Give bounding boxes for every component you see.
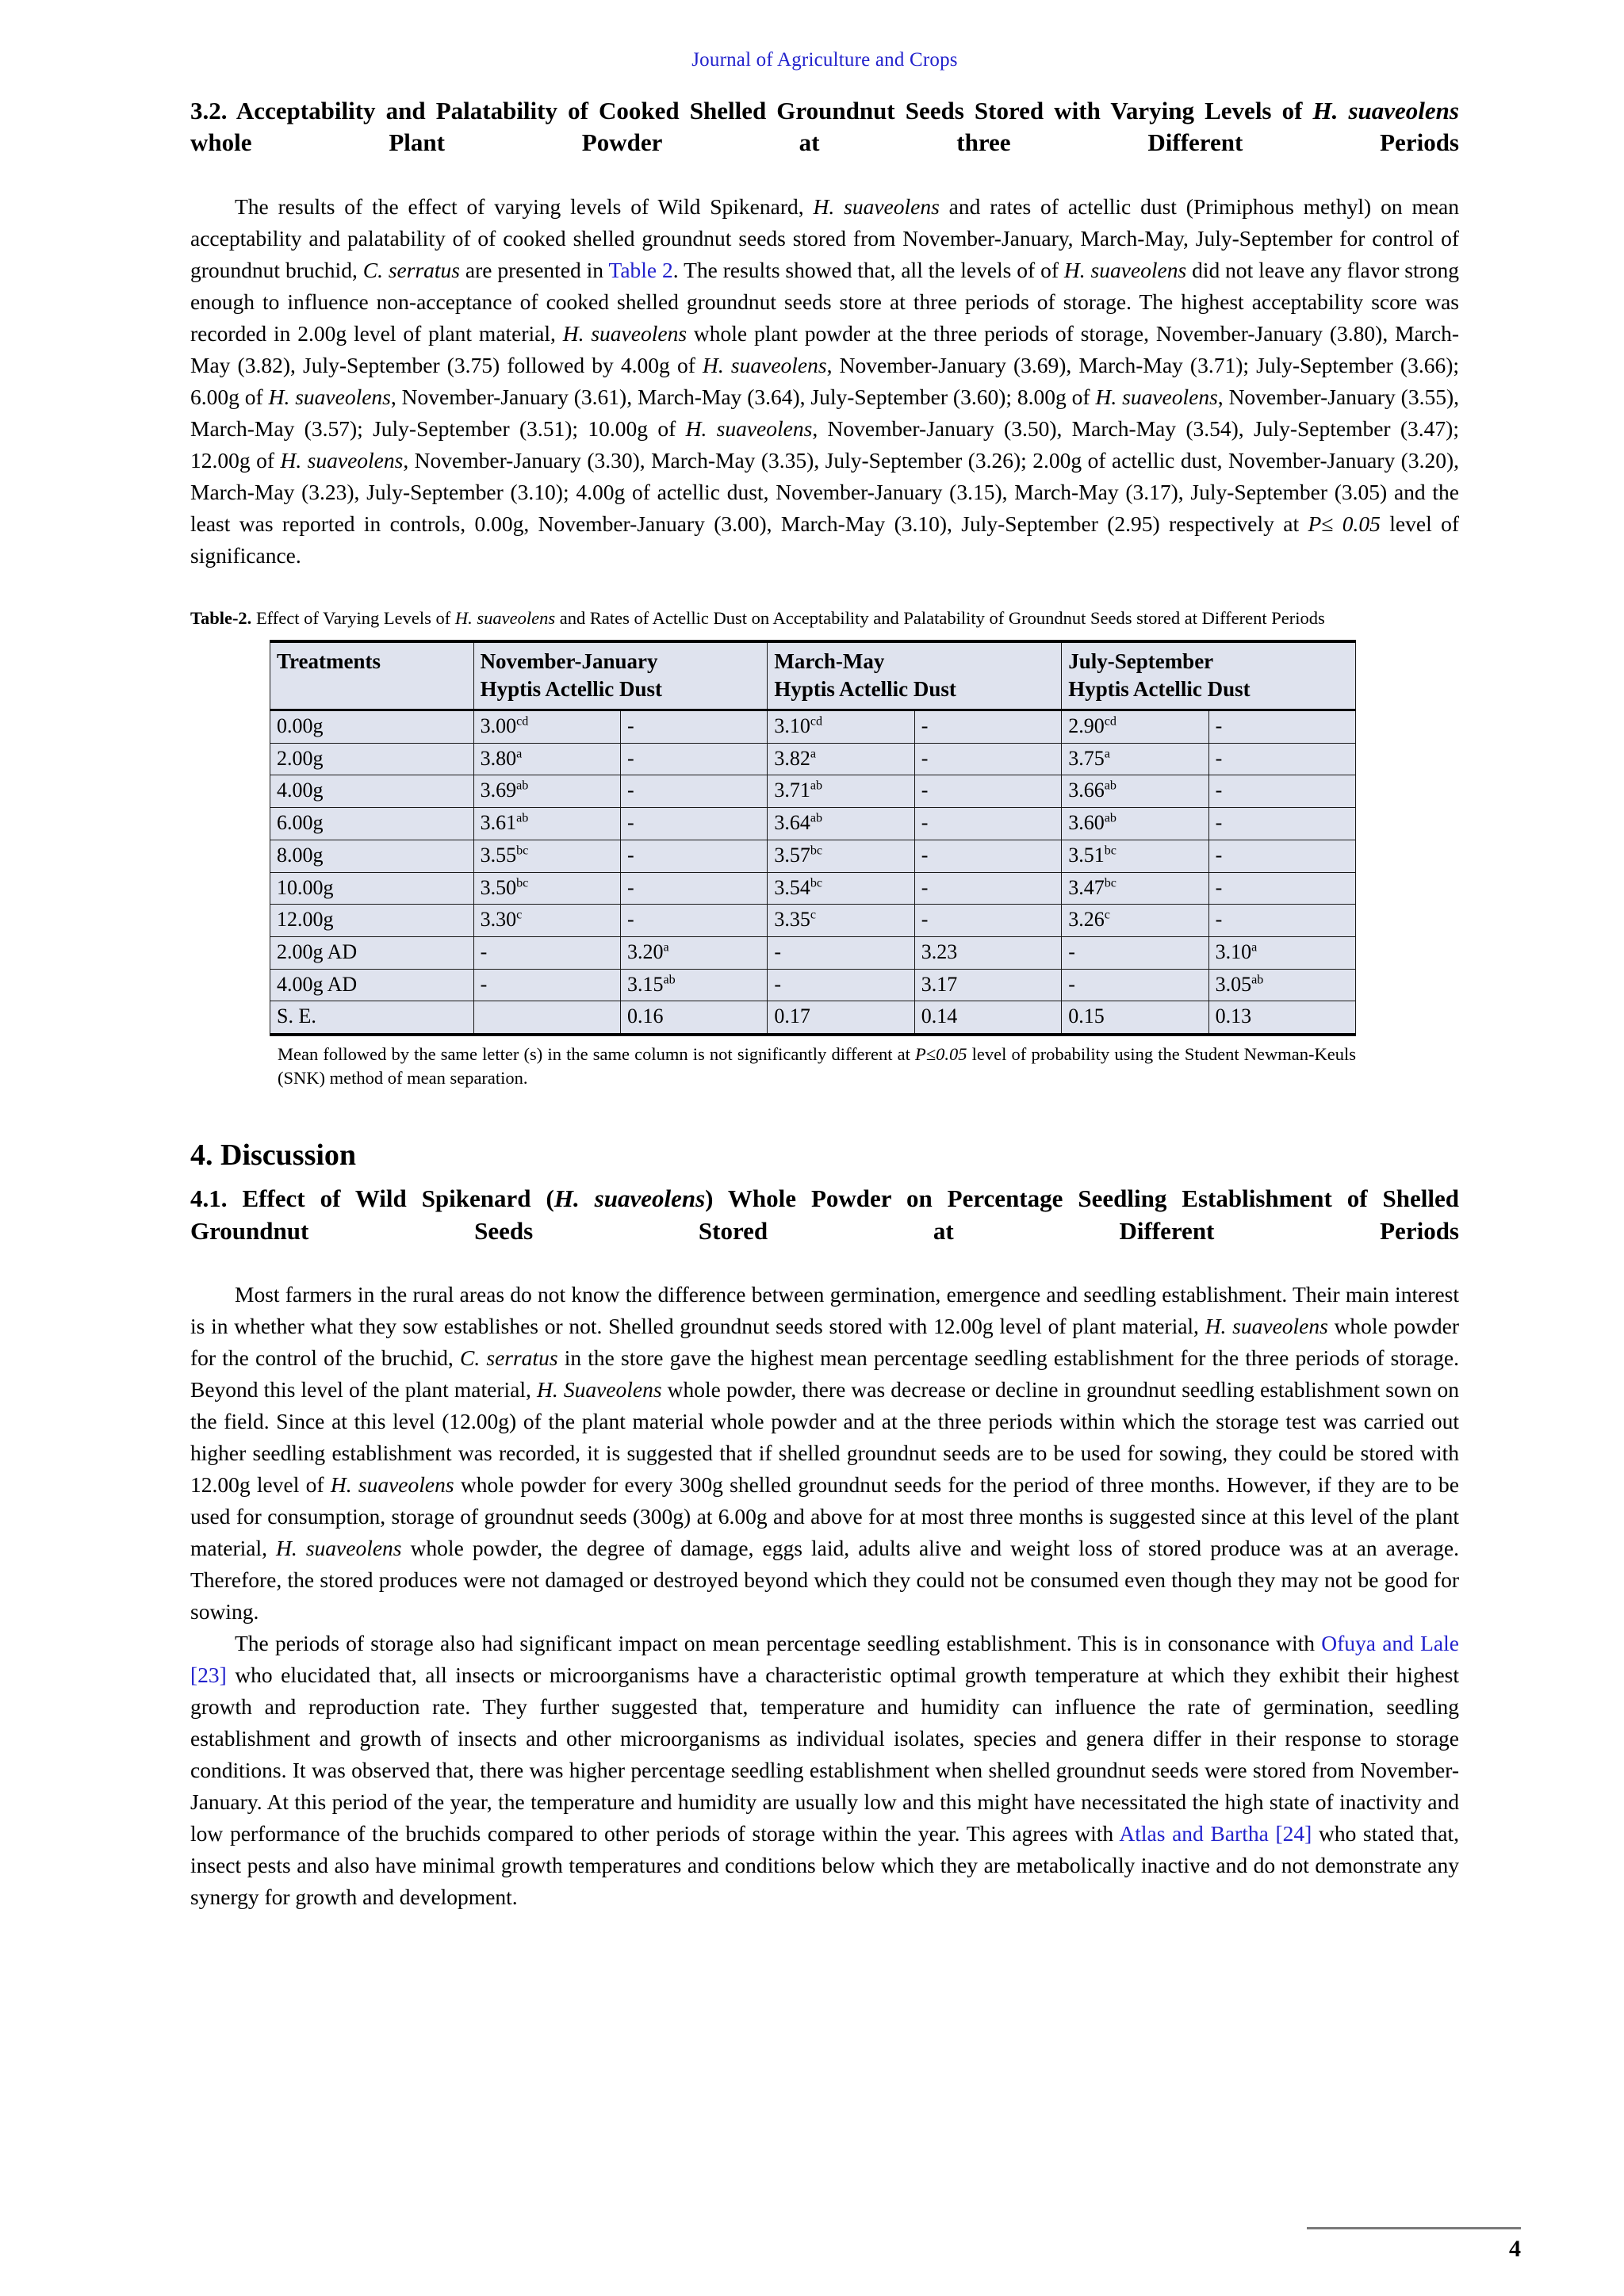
cell-mar-may-actellic-dust: - bbox=[914, 775, 1061, 808]
significance-letter: ab bbox=[810, 811, 823, 825]
species-name-italic: H. suaveolens bbox=[813, 193, 940, 219]
table-row bbox=[270, 905, 1356, 937]
cell-jul-sep-hyptis: 3.60$^{ab}$ bbox=[1062, 808, 1208, 840]
para-text: level of significance. bbox=[190, 511, 1459, 568]
para-text: and rates of actellic dust (Primiphous methyl) on mean acceptability and palatability of of cooked shelled groundnut seeds stored from November-January, March-May, July-September for control of groundnut bruchid, bbox=[190, 193, 1460, 282]
cell-treatment: 4.00g AD bbox=[270, 969, 474, 1001]
para-text: who stated that, insect pests and also have minimal growth temperatures and conditions below which they are metabolically inactive and do not demonstrate any synergy for growth and development. bbox=[190, 1821, 1460, 1910]
para-text: , November-January (3.50), March-May (3.54), July-September (3.47); 12.00g of bbox=[190, 415, 1459, 473]
cell-jul-sep-hyptis: - bbox=[1062, 937, 1208, 970]
section-heading-4-1 bbox=[190, 1183, 1459, 1279]
para-text: whole powder for every 300g shelled groundnut seeds for the period of three months. However, if they are to be used for consumption, storage of groundnut seeds (300g) at 6.00g and above for at most three months is suggested since at this level of the plant material, bbox=[190, 1472, 1459, 1561]
significance-letter: a bbox=[663, 940, 669, 955]
species-name-italic: H. suaveolens bbox=[1312, 97, 1459, 124]
cell-nov-jan-hyptis: 3.80$^a$ bbox=[473, 743, 620, 775]
cell-jul-sep-actellic-dust: 0.13 bbox=[1208, 1001, 1355, 1035]
para-text: who elucidated that, all insects or microorganisms have a characteristic optimal growth temperature at which they exhibit their highest growth and reproduction rate. They further suggested that, temperature and humidity can influence the rate of germination, seedling establishment and growth of insects and other microorganisms as individual isolates, species and genera differ in their response to storage conditions. It was observed that, there was higher percentage seedling establishment when shelled groundnut seeds were stored from November- January. At this period of the year, the temperature and humidity are usually low and this might have necessitated the high state of inactivity and low performance of the bruchids compared to other periods of storage within the year. This agrees with bbox=[190, 1663, 1459, 1846]
cell-treatment: 0.00g bbox=[270, 710, 474, 744]
para-text: The periods of storage also had significant impact on mean percentage seedling establishment. This is in consonance with bbox=[235, 1631, 1322, 1656]
cell-treatment: 2.00g bbox=[270, 743, 474, 775]
header-main: July-September bbox=[1068, 649, 1214, 673]
section-heading-text-part1: Effect of Wild Spikenard ( bbox=[227, 1184, 554, 1213]
cell-treatment: 8.00g bbox=[270, 840, 474, 872]
cell-treatment: 2.00g AD bbox=[270, 937, 474, 970]
cell-jul-sep-actellic-dust: - bbox=[1208, 808, 1355, 840]
para-text: did not leave any flavor strong enough to influence non-acceptance of cooked shelled groundnut seeds store at three periods of storage. The highest acceptability score was recorded in 2.00g level of plant material, bbox=[190, 257, 1460, 346]
cell-jul-sep-actellic-dust: 3.10$^a$ bbox=[1208, 937, 1355, 970]
para-text: , November-January (3.55), March-May (3.57); July-September (3.51); 10.00g of bbox=[190, 384, 1459, 441]
cell-jul-sep-hyptis: 3.51$^{bc}$ bbox=[1062, 840, 1208, 872]
significance-letter: bc bbox=[516, 875, 529, 890]
species-name-italic: H. suaveolens bbox=[703, 352, 827, 377]
table-head bbox=[270, 641, 1356, 710]
cell-jul-sep-actellic-dust: - bbox=[1208, 775, 1355, 808]
section-heading-text-part2: ) Whole Powder on Percentage Seedling Establishment of Shelled Groundnut Seeds Stored at Different Periods bbox=[190, 1184, 1459, 1245]
para-text: whole powder, there was decrease or decline in groundnut seedling establishment sown on the field. Since at this level (12.00g) of the plant material whole powder and at the three periods within which the storage test was carried out higher seedling establishment was recorded, it is suggested that if shelled groundnut seeds are to be used for sowing, they could be stored with 12.00g level of bbox=[190, 1377, 1459, 1498]
section-heading-3-2 bbox=[190, 95, 1459, 191]
header-sub: Hyptis Actellic Dust bbox=[480, 676, 663, 701]
species-name-italic: H. suaveolens bbox=[1063, 257, 1187, 282]
cell-nov-jan-hyptis: 3.50$^{bc}$ bbox=[473, 872, 620, 905]
cell-treatment: 12.00g bbox=[270, 905, 474, 937]
header-main: November-January bbox=[480, 649, 658, 673]
cell-jul-sep-actellic-dust: - bbox=[1208, 872, 1355, 905]
cell-nov-jan-actellic-dust: - bbox=[620, 775, 767, 808]
cell-mar-may-actellic-dust: - bbox=[914, 710, 1061, 744]
species-name-italic: H. suaveolens bbox=[1095, 384, 1218, 409]
cell-nov-jan-hyptis: - bbox=[473, 969, 620, 1001]
table-header-row bbox=[270, 641, 1356, 710]
running-head: Journal of Agriculture and Crops bbox=[691, 49, 958, 71]
cell-nov-jan-hyptis: 3.00$^{cd}$ bbox=[473, 710, 620, 744]
table-2-label: Table-2. bbox=[190, 607, 252, 628]
species-name-italic: H. Suaveolens bbox=[536, 1377, 662, 1402]
para-text: Most farmers in the rural areas do not know the difference between germination, emergence and seedling establishment. Their main interest is in whether what they sow establishes or not. Shelled groundnut seeds stored with 12.00g level of plant material, bbox=[190, 1282, 1459, 1339]
significance-letter: c bbox=[810, 908, 817, 922]
para-text: . The results showed that, all the levels of of bbox=[672, 257, 1064, 282]
table-row bbox=[270, 710, 1356, 744]
footer-rule bbox=[1307, 2227, 1521, 2229]
para-text: in the store gave the highest mean percentage seedling establishment for the three periods of storage. Beyond this level of the plant material, bbox=[190, 1345, 1459, 1402]
species-name-italic: H. suaveolens bbox=[330, 1472, 454, 1498]
para-text: are presented in bbox=[460, 257, 609, 282]
header-sub: Hyptis Actellic Dust bbox=[1068, 676, 1251, 701]
para-text: The results of the effect of varying levels of Wild Spikenard bbox=[235, 193, 799, 219]
cell-nov-jan-hyptis: 3.55$^{bc}$ bbox=[473, 840, 620, 872]
cell-mar-may-actellic-dust: - bbox=[914, 840, 1061, 872]
cell-nov-jan-actellic-dust: 0.16 bbox=[620, 1001, 767, 1035]
p-value-italic: P≤0.05 bbox=[915, 1044, 967, 1065]
para-text: whole powder for the control of the bruchid, bbox=[190, 1314, 1459, 1371]
table-row bbox=[270, 743, 1356, 775]
note-text: level of probability using the Student Newman-Keuls (SNK) method of mean separation. bbox=[278, 1044, 1356, 1089]
table-row bbox=[270, 775, 1356, 808]
para-text: , November-January (3.69), March-May (3.71); July-September (3.66); 6.00g of bbox=[190, 352, 1459, 409]
cell-nov-jan-actellic-dust: - bbox=[620, 872, 767, 905]
species-name-italic: H. suaveolens bbox=[685, 415, 813, 441]
para-text: whole powder, the degree of damage, eggs laid, adults alive and weight loss of stored produce was at an average. Therefore, the stored produces were not damaged or destroyed beyond which they could not be consumed even though they may not be good for sowing. bbox=[190, 1536, 1459, 1624]
cell-mar-may-actellic-dust: - bbox=[914, 743, 1061, 775]
column-header-march-may bbox=[768, 641, 1062, 710]
table-row bbox=[270, 808, 1356, 840]
cell-jul-sep-actellic-dust: 3.05$^{ab}$ bbox=[1208, 969, 1355, 1001]
p-value-italic: P≤ 0.05 bbox=[1308, 511, 1381, 536]
section-heading-text-part1: Acceptability and Palatability of Cooked Shelled Groundnut Seeds Stored with Varying Levels of bbox=[236, 97, 1313, 124]
cell-mar-may-hyptis: 3.10$^{cd}$ bbox=[768, 710, 914, 744]
significance-letter: ab bbox=[1251, 973, 1264, 987]
cell-jul-sep-actellic-dust: - bbox=[1208, 905, 1355, 937]
column-header-july-september bbox=[1062, 641, 1356, 710]
cell-mar-may-hyptis: - bbox=[768, 969, 914, 1001]
species-name-italic: C. serratus bbox=[362, 257, 461, 282]
significance-letter: c bbox=[1104, 908, 1110, 922]
citation-link-23[interactable]: Ofuya and Lale [23] bbox=[190, 1631, 1459, 1688]
table-row bbox=[270, 937, 1356, 970]
significance-letter: ab bbox=[516, 779, 529, 793]
significance-letter: a bbox=[516, 747, 523, 761]
cell-mar-may-hyptis: - bbox=[768, 937, 914, 970]
section-heading-text-part2: whole Plant Powder at three Different Periods bbox=[190, 128, 1459, 157]
cell-mar-may-hyptis: 3.64$^{ab}$ bbox=[768, 808, 914, 840]
table-2-caption bbox=[190, 607, 1459, 630]
cell-nov-jan-actellic-dust: - bbox=[620, 905, 767, 937]
cell-mar-may-hyptis: 0.17 bbox=[768, 1001, 914, 1035]
cell-mar-may-hyptis: 3.35$^c$ bbox=[768, 905, 914, 937]
para-text: , bbox=[798, 193, 814, 219]
cell-jul-sep-hyptis: 3.66$^{ab}$ bbox=[1062, 775, 1208, 808]
cell-mar-may-hyptis: 3.82$^a$ bbox=[768, 743, 914, 775]
species-name-italic: H. suaveolens bbox=[553, 1184, 706, 1213]
significance-letter: a bbox=[1104, 747, 1110, 761]
heading-discussion: 4. Discussion bbox=[190, 1138, 357, 1173]
discussion-section bbox=[190, 1136, 1459, 1913]
cell-jul-sep-actellic-dust: - bbox=[1208, 840, 1355, 872]
significance-letter: ab bbox=[1104, 779, 1116, 793]
paragraph-discussion-2 bbox=[190, 1628, 1459, 1913]
significance-letter: cd bbox=[1104, 714, 1116, 729]
page-footer bbox=[1307, 2227, 1521, 2263]
cell-treatment: S. E. bbox=[270, 1001, 474, 1035]
species-name-italic: H. suaveolens bbox=[454, 607, 556, 628]
species-name-italic: H. suaveolens bbox=[562, 320, 688, 346]
cell-nov-jan-actellic-dust: - bbox=[620, 743, 767, 775]
significance-letter: bc bbox=[1104, 875, 1116, 890]
cell-nov-jan-actellic-dust: - bbox=[620, 710, 767, 744]
significance-letter: bc bbox=[1104, 844, 1116, 858]
cell-jul-sep-hyptis: - bbox=[1062, 969, 1208, 1001]
significance-letter: ab bbox=[663, 973, 676, 987]
cell-nov-jan-hyptis: - bbox=[473, 937, 620, 970]
header-main: Treatments bbox=[277, 649, 381, 673]
species-name-italic: H. suaveolens bbox=[1205, 1314, 1328, 1339]
section-number-4-1: 4.1. bbox=[190, 1184, 228, 1213]
table-body bbox=[270, 710, 1356, 1035]
header-sub: Hyptis Actellic Dust bbox=[774, 676, 956, 701]
significance-letter: ab bbox=[516, 811, 529, 825]
cell-mar-may-actellic-dust: 3.17 bbox=[914, 969, 1061, 1001]
significance-letter: a bbox=[1251, 940, 1258, 955]
cell-nov-jan-hyptis: 3.61$^{ab}$ bbox=[473, 808, 620, 840]
citation-link-24[interactable]: Atlas and Bartha [24] bbox=[1119, 1821, 1312, 1846]
table-row bbox=[270, 969, 1356, 1001]
cell-nov-jan-actellic-dust: - bbox=[620, 808, 767, 840]
table-caption-text: and Rates of Actellic Dust on Acceptability and Palatability of Groundnut Seeds stored at Different Periods bbox=[555, 607, 1325, 628]
significance-letter: bc bbox=[810, 875, 823, 890]
note-text: Mean followed by the same letter (s) in the same column is not significantly different at bbox=[278, 1044, 916, 1065]
cell-nov-jan-hyptis: 3.69$^{ab}$ bbox=[473, 775, 620, 808]
table-2-note bbox=[190, 1043, 1459, 1090]
cell-nov-jan-actellic-dust: 3.15$^{ab}$ bbox=[620, 969, 767, 1001]
section-number-3-2: 3.2. bbox=[190, 97, 228, 124]
table-2 bbox=[270, 640, 1356, 1036]
cell-jul-sep-actellic-dust: - bbox=[1208, 710, 1355, 744]
table-row bbox=[270, 872, 1356, 905]
significance-letter: ab bbox=[810, 779, 823, 793]
significance-letter: bc bbox=[516, 844, 529, 858]
species-name-italic: H. suaveolens bbox=[276, 1536, 402, 1561]
table-2-link[interactable]: Table 2 bbox=[608, 257, 673, 282]
cell-treatment: 4.00g bbox=[270, 775, 474, 808]
cell-nov-jan-hyptis bbox=[473, 1001, 620, 1035]
column-header-treatments bbox=[270, 641, 474, 710]
significance-letter: bc bbox=[810, 844, 823, 858]
cell-mar-may-hyptis: 3.71$^{ab}$ bbox=[768, 775, 914, 808]
species-name-italic: C. serratus bbox=[459, 1345, 558, 1371]
cell-treatment: 6.00g bbox=[270, 808, 474, 840]
species-name-italic: H. suaveolens bbox=[268, 384, 391, 409]
significance-letter: ab bbox=[1104, 811, 1116, 825]
cell-mar-may-actellic-dust: 0.14 bbox=[914, 1001, 1061, 1035]
cell-jul-sep-hyptis: 0.15 bbox=[1062, 1001, 1208, 1035]
cell-nov-jan-actellic-dust: - bbox=[620, 840, 767, 872]
paragraph-3-2-results bbox=[190, 191, 1459, 572]
significance-letter: a bbox=[810, 747, 817, 761]
cell-mar-may-hyptis: 3.54$^{bc}$ bbox=[768, 872, 914, 905]
cell-mar-may-hyptis: 3.57$^{bc}$ bbox=[768, 840, 914, 872]
significance-letter: cd bbox=[516, 714, 529, 729]
cell-mar-may-actellic-dust: 3.23 bbox=[914, 937, 1061, 970]
cell-nov-jan-hyptis: 3.30$^c$ bbox=[473, 905, 620, 937]
cell-mar-may-actellic-dust: - bbox=[914, 905, 1061, 937]
paragraph-discussion-1 bbox=[190, 1279, 1459, 1628]
significance-letter: c bbox=[516, 908, 523, 922]
cell-treatment: 10.00g bbox=[270, 872, 474, 905]
header-main: March-May bbox=[774, 649, 885, 673]
page-content-column bbox=[190, 0, 1459, 1913]
cell-nov-jan-actellic-dust: 3.20$^a$ bbox=[620, 937, 767, 970]
para-text: , November-January (3.61), March-May (3.64), July-September (3.60); 8.00g of bbox=[390, 384, 1096, 409]
cell-jul-sep-hyptis: 3.26$^c$ bbox=[1062, 905, 1208, 937]
species-name-italic: H. suaveolens bbox=[280, 447, 404, 473]
table-row bbox=[270, 1001, 1356, 1035]
table-row bbox=[270, 840, 1356, 872]
cell-jul-sep-hyptis: 3.75$^a$ bbox=[1062, 743, 1208, 775]
table-2-wrapper bbox=[190, 640, 1459, 1036]
cell-mar-may-actellic-dust: - bbox=[914, 872, 1061, 905]
column-header-november-january bbox=[473, 641, 768, 710]
cell-jul-sep-hyptis: 2.90$^{cd}$ bbox=[1062, 710, 1208, 744]
para-text: whole plant powder at the three periods of storage, November-January (3.80), March-May (3.82), July-September (3.75) followed by 4.00g of bbox=[190, 320, 1459, 377]
cell-jul-sep-actellic-dust: - bbox=[1208, 743, 1355, 775]
page-number: 4 bbox=[1509, 2236, 1521, 2262]
cell-jul-sep-hyptis: 3.47$^{bc}$ bbox=[1062, 872, 1208, 905]
significance-letter: cd bbox=[810, 714, 823, 729]
cell-mar-may-actellic-dust: - bbox=[914, 808, 1061, 840]
table-caption-text: Effect of Varying Levels of bbox=[251, 607, 455, 628]
para-text: , November-January (3.30), March-May (3.35), July-September (3.26); 2.00g of actellic dust, November-January (3.20), March-May (3.23), July-September (3.10); 4.00g of actellic dust, November-January (3.15), March-May (3.17), July-September (3.05) and the least was reported in controls, 0.00g, November-January (3.00), March-May (3.10), July-September (2.95) respectively at bbox=[190, 447, 1459, 536]
